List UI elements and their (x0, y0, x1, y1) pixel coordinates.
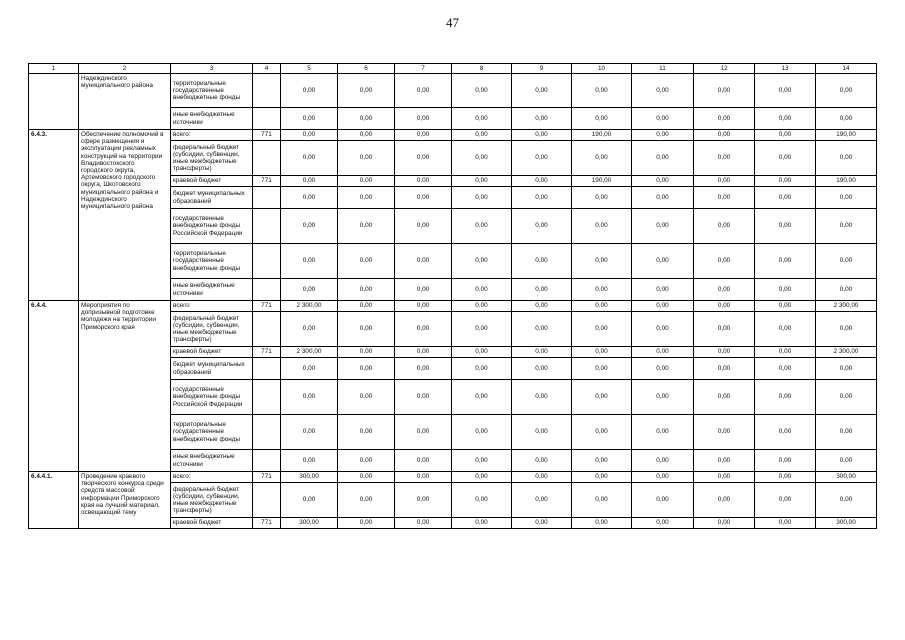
funding-source-cell: территориальные государственные внебюджетные фонды (171, 415, 253, 450)
amount-cell: 190,00 (816, 130, 877, 141)
amount-cell: 2 300,00 (816, 347, 877, 358)
amount-cell: 0,00 (572, 187, 632, 209)
amount-cell: 0,00 (395, 358, 452, 380)
amount-cell: 0,00 (755, 415, 816, 450)
funding-source-cell: федеральный бюджет (субсидии, субвенции, иные межбюджетные трансферты) (171, 483, 253, 518)
amount-cell: 0,00 (452, 472, 512, 483)
amount-cell: 0,00 (694, 358, 755, 380)
budget-code-cell (253, 209, 281, 244)
amount-cell: 0,00 (632, 279, 694, 301)
amount-cell: 0,00 (281, 312, 338, 347)
amount-cell: 0,00 (755, 450, 816, 472)
amount-cell: 0,00 (816, 141, 877, 176)
amount-cell: 0,00 (632, 450, 694, 472)
budget-code-cell: 771 (253, 130, 281, 141)
amount-cell: 0,00 (512, 209, 572, 244)
amount-cell: 0,00 (281, 176, 338, 187)
amount-cell: 0,00 (632, 518, 694, 529)
item-name-cell: Проведение краевого творческого конкурса среди средств массовой информации Приморского края на лучший материал, освещающий тему (79, 472, 171, 529)
amount-cell: 0,00 (632, 312, 694, 347)
header-cell: 13 (755, 64, 816, 74)
funding-source-cell: бюджет муниципальных образований (171, 358, 253, 380)
budget-code-cell: 771 (253, 176, 281, 187)
amount-cell: 0,00 (512, 130, 572, 141)
amount-cell: 0,00 (755, 74, 816, 108)
amount-cell: 0,00 (755, 244, 816, 279)
amount-cell: 0,00 (572, 380, 632, 415)
item-number-cell: 6.4.4. (29, 301, 79, 472)
table-row (29, 301, 877, 312)
amount-cell: 0,00 (395, 279, 452, 301)
amount-cell: 0,00 (338, 74, 395, 108)
amount-cell: 0,00 (452, 244, 512, 279)
amount-cell: 0,00 (512, 108, 572, 130)
amount-cell: 0,00 (395, 347, 452, 358)
amount-cell: 2 300,00 (281, 347, 338, 358)
amount-cell: 0,00 (512, 358, 572, 380)
amount-cell: 300,00 (816, 472, 877, 483)
amount-cell: 0,00 (395, 450, 452, 472)
page-number: 47 (446, 15, 459, 30)
amount-cell: 0,00 (281, 380, 338, 415)
header-cell: 14 (816, 64, 877, 74)
amount-cell: 0,00 (281, 244, 338, 279)
amount-cell: 0,00 (755, 187, 816, 209)
header-cell: 10 (572, 64, 632, 74)
amount-cell: 0,00 (816, 358, 877, 380)
amount-cell: 0,00 (395, 130, 452, 141)
amount-cell: 0,00 (452, 380, 512, 415)
amount-cell: 0,00 (338, 244, 395, 279)
amount-cell: 190,00 (816, 176, 877, 187)
header-cell: 1 (29, 64, 79, 74)
funding-source-cell: государственные внебюджетные фонды Российской Федерации (171, 380, 253, 415)
amount-cell: 0,00 (395, 141, 452, 176)
amount-cell: 0,00 (338, 130, 395, 141)
amount-cell: 0,00 (694, 130, 755, 141)
amount-cell: 0,00 (694, 209, 755, 244)
header-cell: 5 (281, 64, 338, 74)
amount-cell: 0,00 (572, 244, 632, 279)
amount-cell: 0,00 (281, 130, 338, 141)
amount-cell: 0,00 (452, 130, 512, 141)
amount-cell: 0,00 (281, 279, 338, 301)
amount-cell: 0,00 (452, 209, 512, 244)
budget-code-cell (253, 244, 281, 279)
funding-source-cell: федеральный бюджет (субсидии, субвенции, иные межбюджетные трансферты) (171, 141, 253, 176)
item-number-cell: 6.4.4.1. (29, 472, 79, 529)
amount-cell: 0,00 (452, 483, 512, 518)
budget-code-cell (253, 483, 281, 518)
amount-cell: 0,00 (572, 472, 632, 483)
amount-cell: 0,00 (281, 415, 338, 450)
amount-cell: 0,00 (755, 130, 816, 141)
amount-cell: 0,00 (572, 209, 632, 244)
amount-cell: 0,00 (338, 301, 395, 312)
amount-cell: 0,00 (694, 176, 755, 187)
amount-cell: 0,00 (395, 472, 452, 483)
funding-source-cell: иные внебюджетные источники (171, 450, 253, 472)
amount-cell: 0,00 (395, 415, 452, 450)
amount-cell: 0,00 (755, 176, 816, 187)
amount-cell: 0,00 (512, 472, 572, 483)
amount-cell: 0,00 (816, 483, 877, 518)
header-cell: 6 (338, 64, 395, 74)
amount-cell: 0,00 (452, 74, 512, 108)
funding-source-cell: краевой бюджет (171, 347, 253, 358)
amount-cell: 0,00 (572, 301, 632, 312)
amount-cell: 0,00 (452, 312, 512, 347)
header-cell: 4 (253, 64, 281, 74)
amount-cell: 0,00 (512, 187, 572, 209)
amount-cell: 0,00 (572, 358, 632, 380)
funding-source-cell: всего: (171, 130, 253, 141)
budget-code-cell: 771 (253, 472, 281, 483)
amount-cell: 0,00 (395, 312, 452, 347)
amount-cell: 0,00 (694, 483, 755, 518)
amount-cell: 0,00 (572, 312, 632, 347)
amount-cell: 190,00 (572, 130, 632, 141)
amount-cell: 0,00 (338, 358, 395, 380)
amount-cell: 0,00 (338, 347, 395, 358)
amount-cell: 0,00 (338, 483, 395, 518)
amount-cell: 0,00 (755, 358, 816, 380)
amount-cell: 0,00 (452, 141, 512, 176)
amount-cell: 2 300,00 (281, 301, 338, 312)
amount-cell: 0,00 (395, 518, 452, 529)
budget-code-cell (253, 450, 281, 472)
amount-cell: 0,00 (512, 279, 572, 301)
header-cell: 3 (171, 64, 253, 74)
header-row (29, 64, 877, 74)
amount-cell: 0,00 (395, 380, 452, 415)
budget-table (28, 63, 877, 529)
amount-cell: 0,00 (512, 312, 572, 347)
funding-source-cell: бюджет муниципальных образований (171, 187, 253, 209)
amount-cell: 0,00 (338, 141, 395, 176)
funding-source-cell: территориальные государственные внебюджетные фонды (171, 244, 253, 279)
amount-cell: 0,00 (816, 450, 877, 472)
amount-cell: 0,00 (572, 483, 632, 518)
amount-cell: 0,00 (452, 347, 512, 358)
item-name-cell: Мероприятия по допризывной подготовке молодежи на территории Приморского края (79, 301, 171, 472)
amount-cell: 0,00 (755, 141, 816, 176)
amount-cell: 0,00 (816, 312, 877, 347)
amount-cell: 0,00 (632, 176, 694, 187)
amount-cell: 0,00 (281, 74, 338, 108)
table-body (29, 64, 877, 529)
amount-cell: 0,00 (694, 108, 755, 130)
funding-source-cell: всего: (171, 301, 253, 312)
amount-cell: 0,00 (512, 301, 572, 312)
amount-cell: 0,00 (281, 358, 338, 380)
amount-cell: 190,00 (572, 176, 632, 187)
amount-cell: 0,00 (816, 209, 877, 244)
amount-cell: 0,00 (281, 483, 338, 518)
amount-cell: 0,00 (338, 108, 395, 130)
amount-cell: 0,00 (281, 108, 338, 130)
amount-cell: 0,00 (452, 301, 512, 312)
amount-cell: 0,00 (632, 130, 694, 141)
amount-cell: 0,00 (452, 358, 512, 380)
amount-cell: 0,00 (572, 450, 632, 472)
amount-cell: 0,00 (572, 415, 632, 450)
amount-cell: 0,00 (512, 141, 572, 176)
amount-cell: 0,00 (755, 209, 816, 244)
amount-cell: 0,00 (816, 279, 877, 301)
amount-cell: 0,00 (694, 301, 755, 312)
amount-cell: 0,00 (512, 483, 572, 518)
amount-cell: 0,00 (694, 347, 755, 358)
amount-cell: 0,00 (338, 209, 395, 244)
funding-source-cell: краевой бюджет (171, 176, 253, 187)
amount-cell: 0,00 (632, 472, 694, 483)
amount-cell: 0,00 (755, 108, 816, 130)
funding-source-cell: иные внебюджетные источники (171, 279, 253, 301)
amount-cell: 0,00 (338, 415, 395, 450)
amount-cell: 0,00 (572, 518, 632, 529)
amount-cell: 0,00 (816, 108, 877, 130)
amount-cell: 0,00 (395, 108, 452, 130)
amount-cell: 0,00 (452, 279, 512, 301)
amount-cell: 0,00 (694, 279, 755, 301)
item-name-cell: Надеждинского муниципального района (79, 74, 171, 130)
amount-cell: 0,00 (816, 380, 877, 415)
amount-cell: 0,00 (694, 450, 755, 472)
funding-source-cell: иные внебюджетные источники (171, 108, 253, 130)
budget-code-cell: 771 (253, 347, 281, 358)
amount-cell: 0,00 (632, 347, 694, 358)
funding-source-cell: всего: (171, 472, 253, 483)
amount-cell: 0,00 (338, 518, 395, 529)
amount-cell: 0,00 (572, 279, 632, 301)
amount-cell: 0,00 (452, 187, 512, 209)
amount-cell: 0,00 (572, 108, 632, 130)
item-number-cell (29, 74, 79, 130)
amount-cell: 300,00 (281, 472, 338, 483)
amount-cell: 0,00 (572, 74, 632, 108)
amount-cell: 0,00 (452, 415, 512, 450)
amount-cell: 0,00 (572, 347, 632, 358)
amount-cell: 0,00 (755, 312, 816, 347)
amount-cell: 0,00 (694, 244, 755, 279)
budget-code-cell (253, 74, 281, 108)
amount-cell: 0,00 (632, 209, 694, 244)
amount-cell: 0,00 (694, 141, 755, 176)
header-cell: 12 (694, 64, 755, 74)
budget-code-cell (253, 108, 281, 130)
amount-cell: 0,00 (512, 450, 572, 472)
table-row (29, 74, 877, 108)
budget-code-cell (253, 380, 281, 415)
amount-cell: 0,00 (338, 176, 395, 187)
amount-cell: 0,00 (694, 472, 755, 483)
amount-cell: 0,00 (338, 312, 395, 347)
budget-code-cell (253, 141, 281, 176)
amount-cell: 0,00 (694, 380, 755, 415)
funding-source-cell: территориальные государственные внебюджетные фонды (171, 74, 253, 108)
amount-cell: 0,00 (632, 244, 694, 279)
funding-source-cell: федеральный бюджет (субсидии, субвенции, иные межбюджетные трансферты) (171, 312, 253, 347)
budget-code-cell: 771 (253, 518, 281, 529)
amount-cell: 0,00 (632, 380, 694, 415)
amount-cell: 0,00 (755, 301, 816, 312)
item-number-cell: 6.4.3. (29, 130, 79, 301)
item-name-cell: Обеспечение полномочий в сфере размещения и эксплуатации рекламных конструкций на территории Владивостокского городского округа, Артемовского городского округа, Шкотовского муниципального района и Надеждинского муниципального района (79, 130, 171, 301)
amount-cell: 0,00 (694, 312, 755, 347)
amount-cell: 0,00 (338, 450, 395, 472)
amount-cell: 0,00 (632, 301, 694, 312)
amount-cell: 0,00 (755, 279, 816, 301)
amount-cell: 0,00 (338, 472, 395, 483)
amount-cell: 0,00 (694, 415, 755, 450)
amount-cell: 0,00 (452, 176, 512, 187)
amount-cell: 0,00 (395, 301, 452, 312)
amount-cell: 0,00 (512, 74, 572, 108)
amount-cell: 0,00 (572, 141, 632, 176)
table-row (29, 472, 877, 483)
amount-cell: 0,00 (632, 358, 694, 380)
budget-code-cell (253, 187, 281, 209)
header-cell: 9 (512, 64, 572, 74)
header-cell: 7 (395, 64, 452, 74)
header-cell: 2 (79, 64, 171, 74)
amount-cell: 0,00 (512, 176, 572, 187)
amount-cell: 0,00 (281, 209, 338, 244)
amount-cell: 0,00 (281, 141, 338, 176)
amount-cell: 0,00 (694, 187, 755, 209)
amount-cell: 0,00 (281, 187, 338, 209)
amount-cell: 0,00 (755, 347, 816, 358)
amount-cell: 2 300,00 (816, 301, 877, 312)
budget-code-cell: 771 (253, 301, 281, 312)
amount-cell: 0,00 (338, 380, 395, 415)
amount-cell: 0,00 (338, 187, 395, 209)
amount-cell: 0,00 (281, 450, 338, 472)
amount-cell: 0,00 (512, 347, 572, 358)
budget-code-cell (253, 312, 281, 347)
header-cell: 8 (452, 64, 512, 74)
amount-cell: 0,00 (632, 187, 694, 209)
header-cell: 11 (632, 64, 694, 74)
amount-cell: 0,00 (694, 74, 755, 108)
amount-cell: 0,00 (395, 176, 452, 187)
amount-cell: 0,00 (632, 74, 694, 108)
budget-code-cell (253, 415, 281, 450)
amount-cell: 0,00 (816, 415, 877, 450)
amount-cell: 0,00 (632, 141, 694, 176)
amount-cell: 0,00 (816, 244, 877, 279)
amount-cell: 0,00 (694, 518, 755, 529)
amount-cell: 0,00 (512, 415, 572, 450)
amount-cell: 0,00 (395, 483, 452, 518)
amount-cell: 0,00 (512, 244, 572, 279)
amount-cell: 0,00 (632, 108, 694, 130)
amount-cell: 0,00 (512, 518, 572, 529)
amount-cell: 300,00 (281, 518, 338, 529)
amount-cell: 0,00 (632, 483, 694, 518)
amount-cell: 0,00 (452, 108, 512, 130)
amount-cell: 0,00 (816, 187, 877, 209)
amount-cell: 0,00 (632, 415, 694, 450)
amount-cell: 0,00 (755, 380, 816, 415)
amount-cell: 0,00 (755, 518, 816, 529)
funding-source-cell: государственные внебюджетные фонды Российской Федерации (171, 209, 253, 244)
budget-code-cell (253, 358, 281, 380)
amount-cell: 0,00 (452, 450, 512, 472)
funding-source-cell: краевой бюджет (171, 518, 253, 529)
amount-cell: 0,00 (452, 518, 512, 529)
amount-cell: 0,00 (512, 380, 572, 415)
amount-cell: 0,00 (755, 483, 816, 518)
budget-code-cell (253, 279, 281, 301)
amount-cell: 0,00 (395, 74, 452, 108)
table-row (29, 130, 877, 141)
amount-cell: 300,00 (816, 518, 877, 529)
amount-cell: 0,00 (816, 74, 877, 108)
amount-cell: 0,00 (395, 209, 452, 244)
amount-cell: 0,00 (395, 187, 452, 209)
amount-cell: 0,00 (755, 472, 816, 483)
amount-cell: 0,00 (338, 279, 395, 301)
amount-cell: 0,00 (395, 244, 452, 279)
